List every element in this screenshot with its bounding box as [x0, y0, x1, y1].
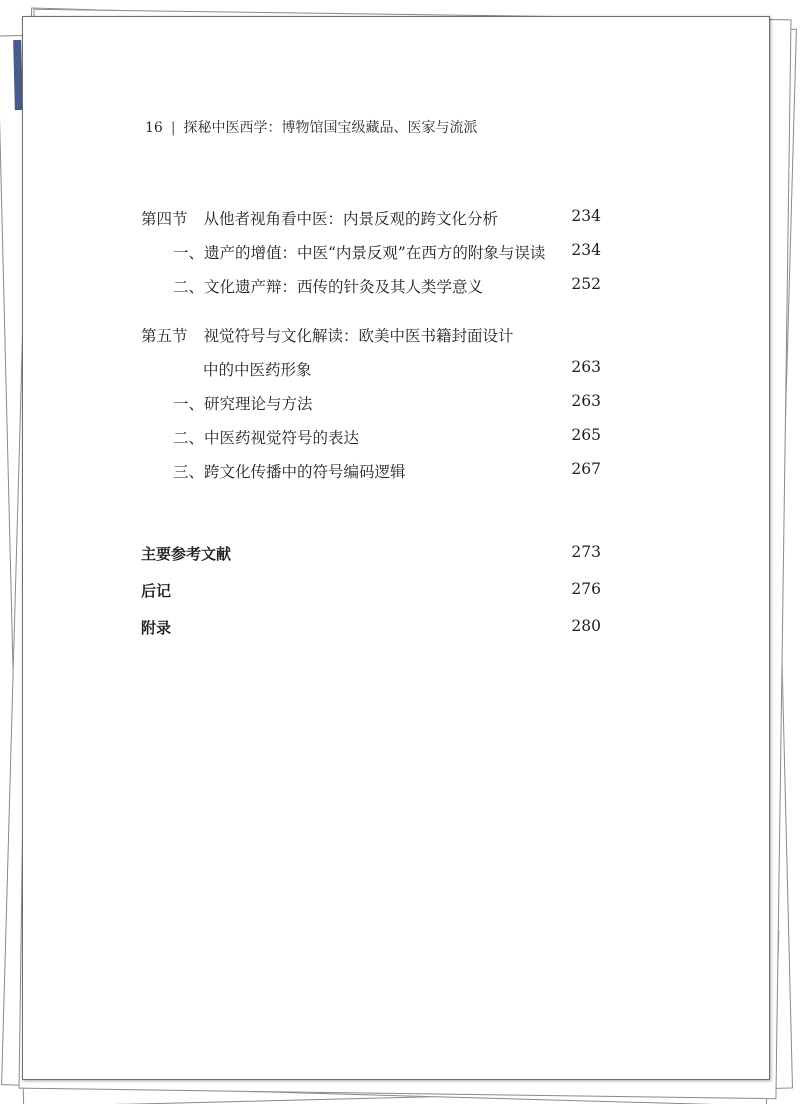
toc-page-number: 263 — [571, 358, 601, 376]
section-label: 第四节 — [141, 210, 188, 228]
page-number: 16 — [145, 120, 163, 136]
toc-entry-title: 主要参考文献 — [141, 545, 232, 563]
running-head — [145, 117, 478, 137]
toc-page-number: 267 — [571, 460, 601, 478]
section-title: 视觉符号与文化解读：欧美中医书籍封面设计 — [203, 327, 514, 345]
book-title: 探秘中医西学：博物馆国宝级藏品、医家与流派 — [183, 120, 478, 136]
toc-page-number: 265 — [571, 426, 601, 444]
toc-entry-title: 二、中医药视觉符号的表达 — [173, 429, 360, 447]
toc-entry-title: 一、遗产的增值：中医“内景反观”在西方的附象与误读 — [173, 244, 546, 262]
header-separator: | — [170, 120, 176, 136]
section-title: 从他者视角看中医：内景反观的跨文化分析 — [203, 210, 499, 228]
toc-page-number: 273 — [571, 543, 601, 561]
toc-entry-title: 一、研究理论与方法 — [173, 395, 313, 413]
toc-page-number: 263 — [571, 392, 601, 410]
toc-page-number: 234 — [571, 241, 601, 259]
toc-page-number: 252 — [571, 275, 601, 293]
section-label: 第五节 — [141, 327, 188, 345]
document-page — [22, 16, 770, 1080]
toc-entry-title: 二、文化遗产辩：西传的针灸及其人类学意义 — [173, 278, 484, 296]
toc-page-number: 234 — [571, 207, 601, 225]
toc-page-number: 280 — [571, 617, 601, 635]
toc-entry-title: 三、跨文化传播中的符号编码逻辑 — [173, 463, 406, 481]
toc-page-number: 276 — [571, 580, 601, 598]
section-title-continued: 中的中医药形象 — [203, 361, 312, 379]
toc-entry-title: 附录 — [141, 619, 172, 637]
toc-entry-title: 后记 — [141, 582, 172, 600]
